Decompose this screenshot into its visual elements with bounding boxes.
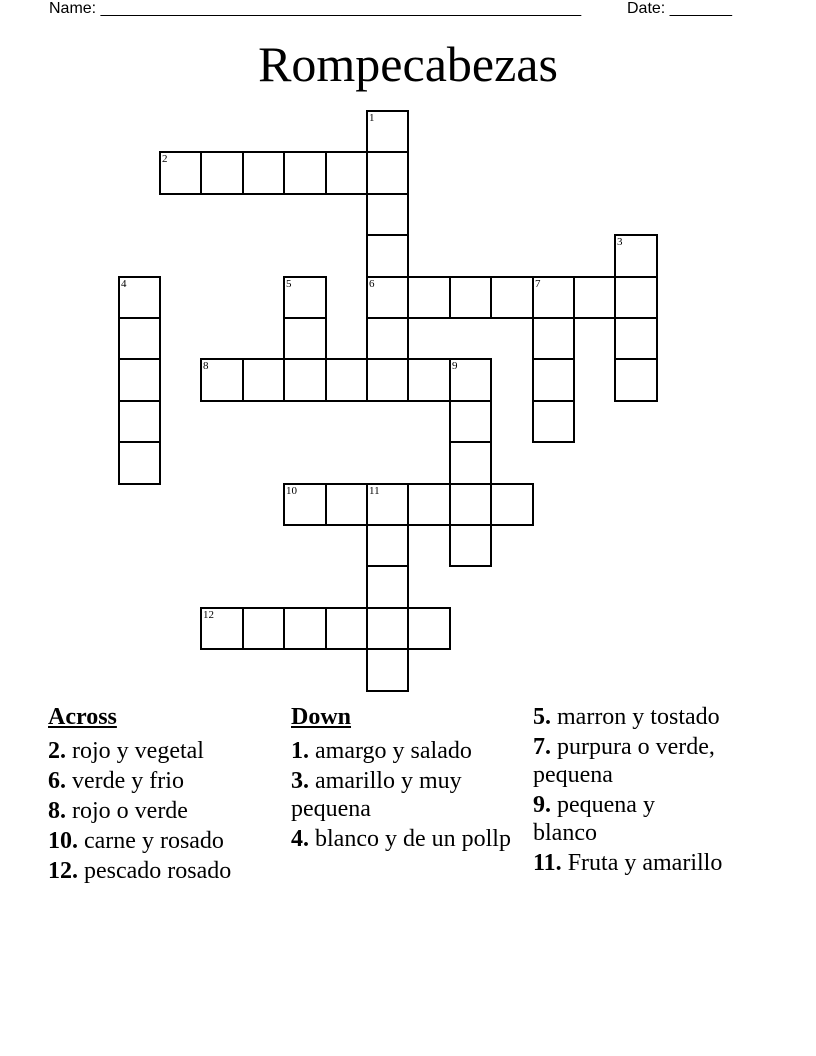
clue-number-label: 12 xyxy=(203,609,214,621)
crossword-cell[interactable] xyxy=(614,358,658,402)
crossword-cell[interactable] xyxy=(366,193,409,236)
down-clue-1: 1. amargo y salado xyxy=(291,738,472,764)
crossword-cell[interactable] xyxy=(407,358,451,402)
crossword-cell[interactable] xyxy=(283,607,327,650)
across-clue-8: 8. rojo o verde xyxy=(48,798,188,824)
crossword-cell[interactable] xyxy=(325,607,368,650)
crossword-cell[interactable] xyxy=(283,358,327,402)
crossword-cell[interactable] xyxy=(366,151,409,195)
crossword-cell[interactable] xyxy=(283,317,327,360)
crossword-cell[interactable] xyxy=(449,524,492,567)
crossword-cell[interactable] xyxy=(366,234,409,278)
crossword-cell[interactable] xyxy=(242,151,285,195)
crossword-cell[interactable] xyxy=(614,276,658,319)
crossword-cell[interactable] xyxy=(490,276,534,319)
across-clue-6: 6. verde y frio xyxy=(48,768,184,794)
name-field-label: Name: ______________________________________________________ xyxy=(49,0,582,17)
crossword-cell[interactable] xyxy=(532,400,575,443)
crossword-cell[interactable] xyxy=(325,483,368,526)
crossword-cell[interactable] xyxy=(325,151,368,195)
down-clue-7: 7. purpura o verde, pequena xyxy=(533,734,715,788)
crossword-cell[interactable] xyxy=(118,276,161,319)
clue-number-label: 1 xyxy=(369,112,375,124)
crossword-cell[interactable] xyxy=(366,524,409,567)
clue-number-label: 8 xyxy=(203,360,209,372)
crossword-cell[interactable] xyxy=(118,441,161,485)
crossword-cell[interactable] xyxy=(242,607,285,650)
down-clue-3: 3. amarillo y muy pequena xyxy=(291,768,462,822)
crossword-cell[interactable] xyxy=(366,607,409,650)
clue-number-label: 10 xyxy=(286,485,297,497)
crossword-cell[interactable] xyxy=(200,151,244,195)
crossword-cell[interactable] xyxy=(532,276,575,319)
crossword-cell[interactable] xyxy=(366,565,409,609)
across-clue-10: 10. carne y rosado xyxy=(48,828,224,854)
crossword-cell[interactable] xyxy=(283,276,327,319)
crossword-cell[interactable] xyxy=(118,317,161,360)
clue-number-label: 4 xyxy=(121,278,127,290)
across-clues-column xyxy=(48,703,280,887)
crossword-cell[interactable] xyxy=(449,358,492,402)
clue-number-label: 7 xyxy=(535,278,541,290)
crossword-cell[interactable] xyxy=(449,276,492,319)
across-clue-12: 12. pescado rosado xyxy=(48,858,232,884)
clue-number-label: 9 xyxy=(452,360,458,372)
clue-number-label: 3 xyxy=(617,236,623,248)
down-clue-4: 4. blanco y de un pollp xyxy=(291,826,511,852)
clue-number-label: 6 xyxy=(369,278,375,290)
crossword-cell[interactable] xyxy=(325,358,368,402)
crossword-cell[interactable] xyxy=(366,648,409,692)
crossword-cell[interactable] xyxy=(366,110,409,153)
crossword-cell[interactable] xyxy=(573,276,616,319)
crossword-cell[interactable] xyxy=(407,276,451,319)
crossword-cell[interactable] xyxy=(283,151,327,195)
crossword-cell[interactable] xyxy=(200,358,244,402)
clue-number-label: 11 xyxy=(369,485,380,497)
crossword-cell[interactable] xyxy=(200,607,244,650)
crossword-cell[interactable] xyxy=(614,317,658,360)
crossword-cell[interactable] xyxy=(532,358,575,402)
crossword-cell[interactable] xyxy=(159,151,202,195)
across-heading: Across xyxy=(48,704,117,730)
down-clues-column-continued xyxy=(533,703,723,879)
crossword-cell[interactable] xyxy=(366,483,409,526)
crossword-cell[interactable] xyxy=(283,483,327,526)
down-clues-column xyxy=(291,703,523,855)
crossword-cell[interactable] xyxy=(242,358,285,402)
down-clue-11: 11. Fruta y amarillo xyxy=(533,850,723,876)
date-field-label: Date: _______ xyxy=(627,0,732,17)
crossword-cell[interactable] xyxy=(366,276,409,319)
down-clue-5: 5. marron y tostado xyxy=(533,704,720,730)
crossword-cell[interactable] xyxy=(532,317,575,360)
across-clue-2: 2. rojo y vegetal xyxy=(48,738,204,764)
crossword-cell[interactable] xyxy=(614,234,658,278)
down-clue-9: 9. pequena y blanco xyxy=(533,792,655,846)
clue-number-label: 2 xyxy=(162,153,168,165)
crossword-cell[interactable] xyxy=(118,400,161,443)
crossword-cell[interactable] xyxy=(366,317,409,360)
crossword-cell[interactable] xyxy=(449,483,492,526)
crossword-cell[interactable] xyxy=(407,483,451,526)
puzzle-title: Rompecabezas xyxy=(258,36,558,92)
clue-number-label: 5 xyxy=(286,278,292,290)
crossword-cell[interactable] xyxy=(490,483,534,526)
down-heading: Down xyxy=(291,704,352,730)
crossword-cell[interactable] xyxy=(118,358,161,402)
crossword-cell[interactable] xyxy=(366,358,409,402)
crossword-cell[interactable] xyxy=(407,607,451,650)
crossword-cell[interactable] xyxy=(449,441,492,485)
crossword-cell[interactable] xyxy=(449,400,492,443)
